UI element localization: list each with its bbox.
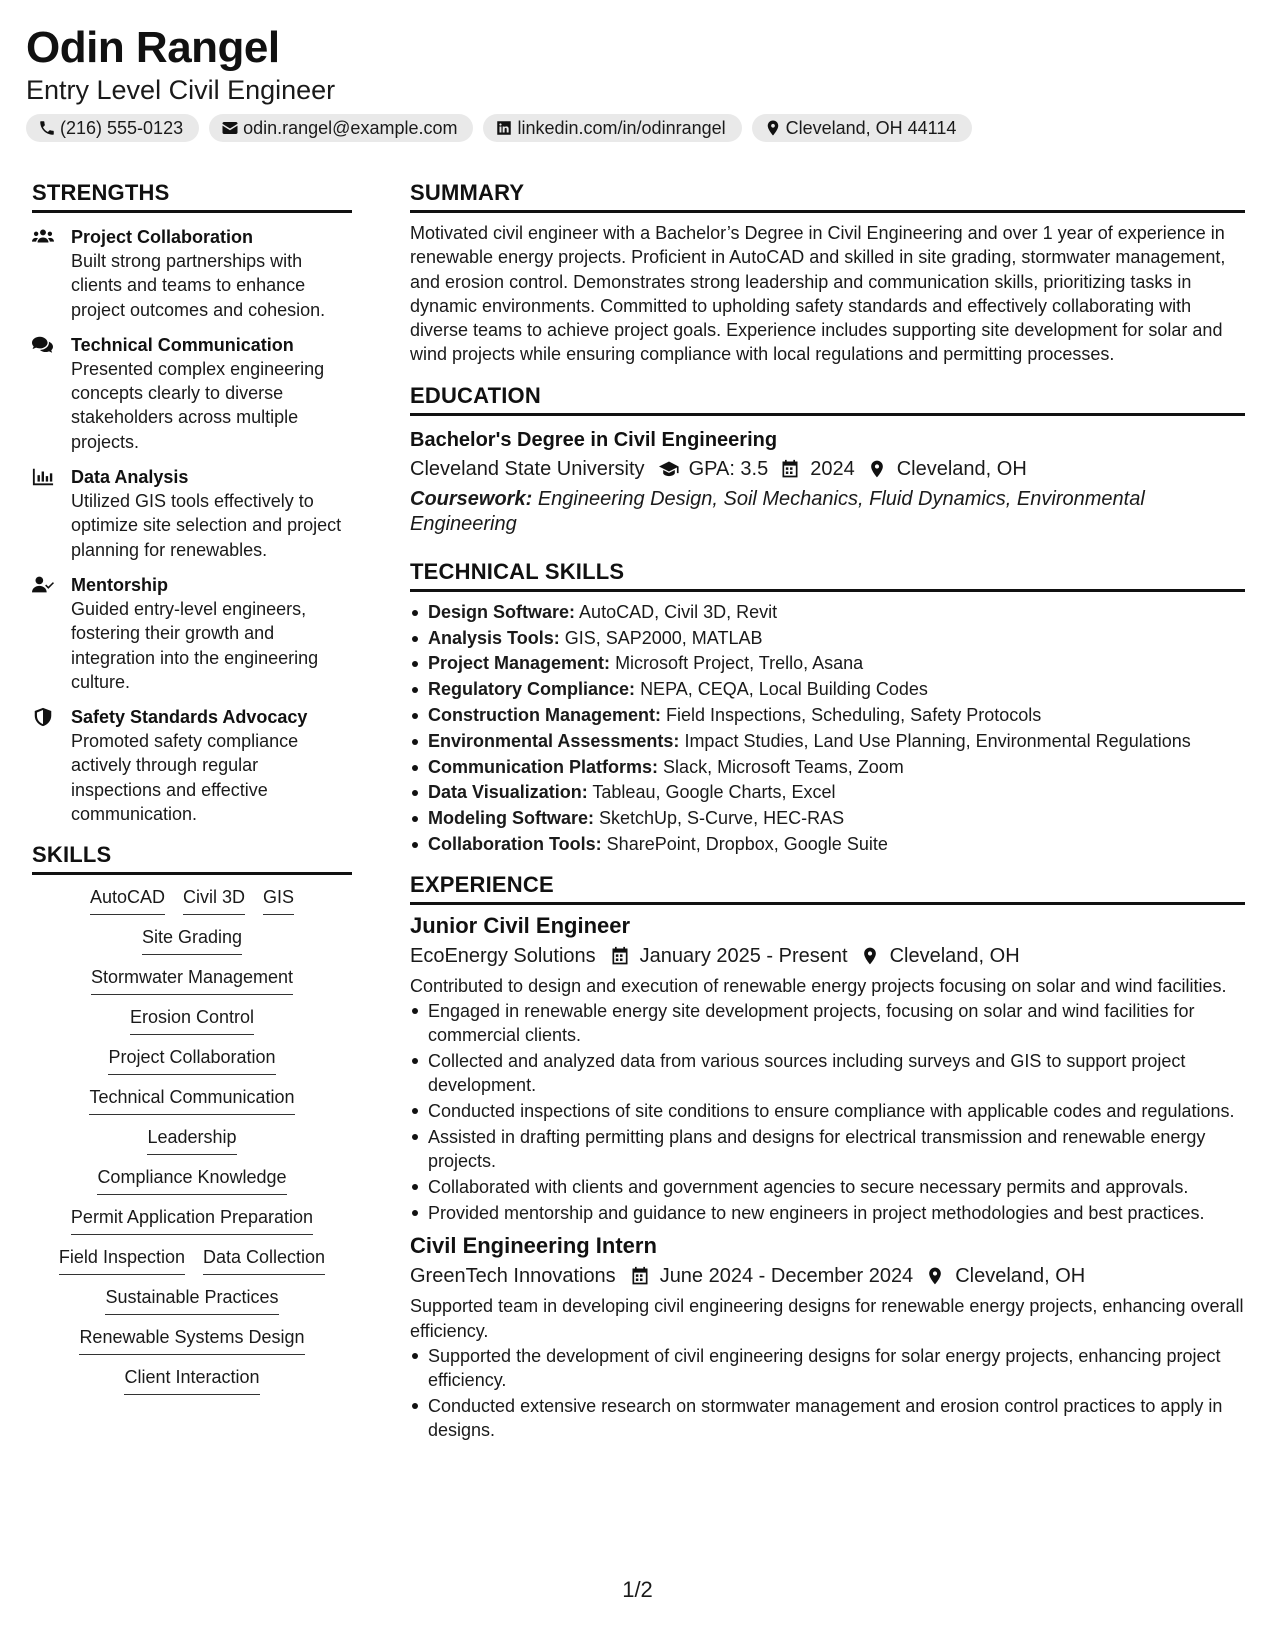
skill-values: SharePoint, Dropbox, Google Suite [606, 833, 888, 854]
skill-values: SketchUp, S-Curve, HEC-RAS [599, 808, 845, 829]
skill-category: Collaboration Tools: [428, 833, 602, 854]
skill-values: AutoCAD, Civil 3D, Revit [579, 601, 778, 622]
skill-category: Environmental Assessments: [428, 730, 680, 751]
skill-category: Data Visualization: [428, 782, 588, 803]
list-item [410, 832, 1245, 858]
strength-title: Safety Standards Advocacy [71, 707, 308, 728]
list-item [410, 755, 1245, 781]
strength-item [32, 573, 352, 694]
skill-category: Regulatory Compliance: [428, 679, 636, 700]
experience-heading: EXPERIENCE [410, 870, 1245, 905]
job-entry [410, 1231, 1245, 1442]
job-title: Civil Engineering Intern [410, 1233, 657, 1259]
phone-text: (216) 555-0123 [60, 117, 184, 138]
list-item: Engaged in renewable energy site development projects, focusing on solar and wind facilities for commercial clients. [410, 999, 1245, 1048]
strength-item [32, 225, 352, 322]
users-icon [32, 227, 54, 247]
list-item [410, 806, 1245, 832]
strength-description: Promoted safety compliance actively through regular inspections and effective communication. [71, 731, 299, 825]
job-location: Cleveland, OH [955, 1265, 1086, 1288]
list-item [410, 780, 1245, 806]
strength-title: Project Collaboration [71, 227, 254, 247]
education-entry [410, 426, 1245, 537]
skill-tag: AutoCAD [90, 885, 165, 915]
candidate-name: Odin Rangel [26, 23, 280, 72]
skill-tag: Renewable Systems Design [79, 1325, 304, 1355]
skill-tag: Field Inspection [59, 1245, 185, 1275]
list-item [410, 626, 1245, 652]
skill-tag: Project Collaboration [108, 1045, 275, 1075]
job-dates: January 2025 - Present [639, 944, 848, 967]
coursework-label: Coursework: [410, 487, 533, 510]
skill-values: Field Inspections, Scheduling, Safety Protocols [666, 704, 1042, 725]
skill-values: NEPA, CEQA, Local Building Codes [640, 679, 928, 700]
phone-chip[interactable] [26, 114, 199, 142]
email-text: odin.rangel@example.com [243, 117, 458, 138]
location-chip [752, 114, 973, 142]
company-name: GreenTech Innovations [410, 1265, 616, 1288]
degree-title: Bachelor's Degree in Civil Engineering [410, 428, 778, 451]
right-column [410, 178, 1245, 1444]
skill-tag: Compliance Knowledge [97, 1165, 286, 1195]
technical-skills-heading: TECHNICAL SKILLS [410, 557, 1245, 592]
comments-icon [32, 335, 54, 355]
skill-tag: GIS [263, 885, 294, 915]
strength-item [32, 333, 352, 454]
job-summary: Supported team in developing civil engineering designs for renewable energy projects, enhancing overall efficiency. [410, 1296, 1244, 1341]
list-item: Assisted in drafting permitting plans and designs for electrical transmission and renewable energy projects. [410, 1125, 1245, 1174]
strength-description: Built strong partnerships with clients and teams to enhance project outcomes and cohesion. [71, 251, 326, 320]
coursework [410, 487, 1245, 537]
skill-category: Modeling Software: [428, 808, 594, 829]
linkedin-text: linkedin.com/in/odinrangel [517, 117, 726, 138]
phone-icon [38, 119, 56, 137]
skill-category: Communication Platforms: [428, 756, 659, 777]
skill-values: Tableau, Google Charts, Excel [592, 782, 836, 803]
map-pin-icon [764, 119, 782, 137]
skill-values: Slack, Microsoft Teams, Zoom [663, 756, 904, 777]
strength-title: Mentorship [71, 574, 168, 595]
job-dates: June 2024 - December 2024 [659, 1265, 914, 1288]
list-item [410, 677, 1245, 703]
envelope-icon [221, 119, 239, 137]
skill-tag: Permit Application Preparation [71, 1205, 313, 1235]
summary-text: Motivated civil engineer with a Bachelor’s Degree in Civil Engineering and over 1 year of experience in renewable energy projects. Proficient in AutoCAD and skilled in site grading, stormwater management, and erosion control. Demonstrates strong leadership and communication skills, prioritizing tasks in dynamic environments. Committed to upholding safety standards and effectively collaborating with diverse teams to achieve project goals. Experience includes supporting site development for solar and wind projects while ensuring compliance with local regulations and permitting processes. [410, 223, 1226, 365]
gpa-text: GPA: 3.5 [688, 457, 769, 480]
strengths-heading: STRENGTHS [32, 178, 352, 213]
resume-header [26, 22, 972, 142]
graduation-cap-icon [659, 459, 679, 479]
skills-heading: SKILLS [32, 840, 352, 875]
education-meta [410, 454, 1245, 484]
strength-item [32, 465, 352, 562]
list-item: Conducted inspections of site conditions to ensure compliance with applicable codes and regulations. [410, 1099, 1245, 1123]
list-item: Collaborated with clients and government agencies to secure necessary permits and approvals. [410, 1175, 1245, 1199]
job-bullets [410, 1344, 1245, 1443]
calendar-icon [780, 459, 800, 479]
chart-icon [32, 467, 54, 487]
skill-tag: Site Grading [142, 925, 242, 955]
left-column [32, 178, 352, 1395]
strength-description: Presented complex engineering concepts clearly to diverse stakeholders across multiple projects. [71, 358, 325, 452]
location-text: Cleveland, OH 44114 [785, 117, 957, 138]
coursework-list: Engineering Design, Soil Mechanics, Fluid Dynamics, Environmental Engineering [410, 487, 1145, 535]
graduation-year: 2024 [810, 457, 855, 480]
job-summary: Contributed to design and execution of renewable energy projects focusing on solar and wind facilities. [410, 975, 1227, 996]
list-item: Supported the development of civil engineering designs for solar energy projects, enhancing project efficiency. [410, 1344, 1245, 1393]
skill-tag: Client Interaction [124, 1365, 259, 1395]
calendar-icon [630, 1266, 650, 1286]
skill-tag: Sustainable Practices [105, 1285, 278, 1315]
education-location: Cleveland, OH [896, 457, 1027, 480]
list-item: Collected and analyzed data from various sources including surveys and GIS to support project development. [410, 1049, 1245, 1098]
skill-category: Project Management: [428, 653, 611, 674]
education-heading: EDUCATION [410, 381, 1245, 416]
technical-skills-list [410, 600, 1245, 858]
strengths-list [32, 225, 352, 826]
map-pin-icon [860, 946, 880, 966]
linkedin-icon [495, 119, 513, 137]
calendar-icon [610, 946, 630, 966]
job-title: Junior Civil Engineer [410, 912, 631, 938]
skill-category: Construction Management: [428, 704, 662, 725]
job-meta [410, 1261, 1245, 1291]
list-item: Provided mentorship and guidance to new engineers in project methodologies and best practices. [410, 1201, 1245, 1225]
list-item: Conducted extensive research on stormwater management and erosion control practices to apply in designs. [410, 1394, 1245, 1443]
map-pin-icon [925, 1266, 945, 1286]
job-location: Cleveland, OH [889, 944, 1020, 967]
job-entry [410, 911, 1245, 1225]
contact-bar [26, 114, 972, 142]
skill-values: Impact Studies, Land Use Planning, Environmental Regulations [684, 730, 1191, 751]
job-bullets [410, 999, 1245, 1225]
strength-title: Technical Communication [71, 334, 294, 355]
skill-tag: Data Collection [203, 1245, 325, 1275]
skills-list [32, 885, 352, 1395]
skill-values: Microsoft Project, Trello, Asana [615, 653, 864, 674]
skill-tag: Erosion Control [130, 1005, 254, 1035]
summary-heading: SUMMARY [410, 178, 1245, 213]
list-item [410, 703, 1245, 729]
strength-description: Guided entry-level engineers, fostering their growth and integration into the engineering culture. [71, 598, 319, 692]
page-indicator: 1/2 [622, 1577, 653, 1602]
strength-title: Data Analysis [71, 467, 189, 488]
skill-tag: Stormwater Management [91, 965, 293, 995]
list-item [410, 600, 1245, 626]
map-pin-icon [867, 459, 887, 479]
skill-category: Analysis Tools: [428, 627, 560, 648]
candidate-title: Entry Level Civil Engineer [26, 75, 336, 105]
skill-values: GIS, SAP2000, MATLAB [564, 627, 763, 648]
skill-tag: Technical Communication [89, 1085, 294, 1115]
email-chip[interactable] [209, 114, 473, 142]
company-name: EcoEnergy Solutions [410, 944, 596, 967]
skill-tag: Civil 3D [183, 885, 245, 915]
skill-tag: Leadership [147, 1125, 236, 1155]
job-meta [410, 941, 1245, 971]
school-name: Cleveland State University [410, 457, 645, 480]
strength-description: Utilized GIS tools effectively to optimize site selection and project planning for renewables. [71, 491, 342, 560]
linkedin-chip[interactable] [483, 114, 741, 142]
list-item [410, 651, 1245, 677]
strength-item [32, 705, 352, 826]
list-item [410, 729, 1245, 755]
skill-category: Design Software: [428, 601, 576, 622]
user-check-icon [32, 575, 54, 595]
shield-icon [32, 707, 54, 727]
